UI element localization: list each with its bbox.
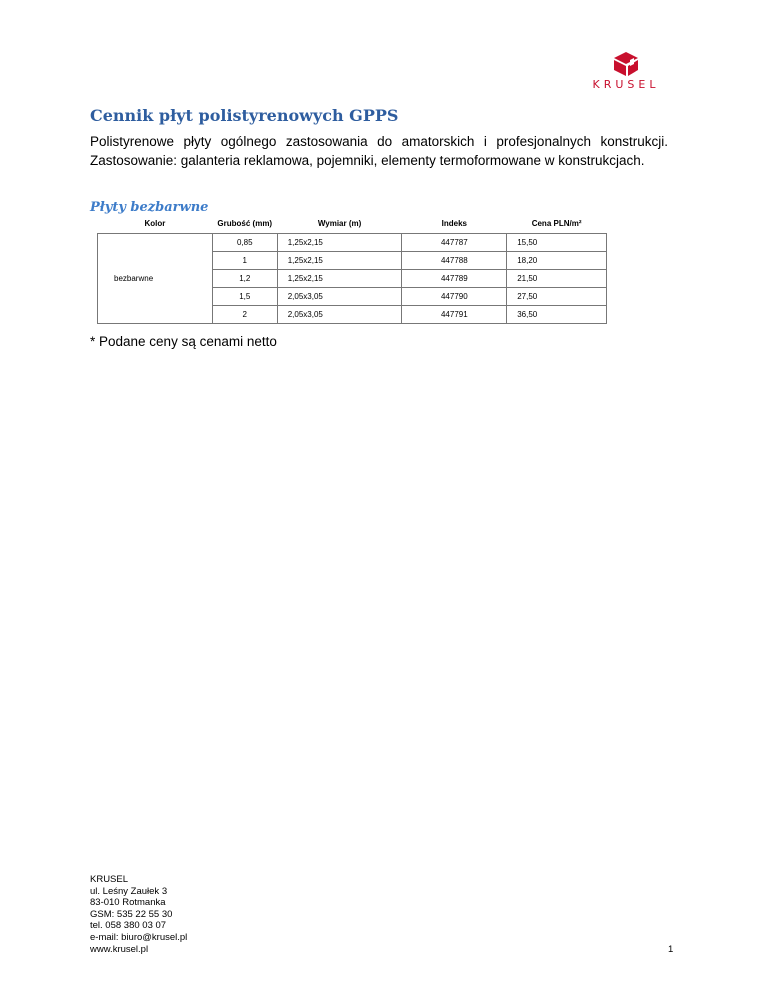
cell-grubosc: 0,85 bbox=[212, 234, 277, 252]
footer-company: KRUSEL bbox=[90, 874, 129, 885]
cell-wymiar: 1,25x2,15 bbox=[277, 270, 402, 288]
cell-indeks: 447789 bbox=[402, 270, 507, 288]
table-row bbox=[98, 234, 607, 252]
price-note: * Podane ceny są cenami netto bbox=[90, 334, 277, 349]
cell-cena: 18,20 bbox=[507, 252, 607, 270]
section-title: Płyty bezbarwne bbox=[90, 200, 209, 215]
cell-wymiar: 1,25x2,15 bbox=[277, 252, 402, 270]
cell-cena: 15,50 bbox=[507, 234, 607, 252]
footer-address bbox=[90, 874, 187, 955]
footer-city: 83-010 Rotmanka bbox=[90, 897, 166, 909]
cell-indeks: 447787 bbox=[402, 234, 507, 252]
cell-grubosc: 2 bbox=[212, 306, 277, 324]
footer-street: ul. Leśny Zaułek 3 bbox=[90, 885, 168, 897]
cell-wymiar: 2,05x3,05 bbox=[277, 306, 402, 324]
cell-indeks: 447790 bbox=[402, 288, 507, 306]
footer-tel: tel. 058 380 03 07 bbox=[90, 920, 167, 932]
page-title: Cennik płyt polistyrenowych GPPS bbox=[90, 106, 399, 125]
footer-email: e-mail: biuro@krusel.pl bbox=[90, 931, 188, 943]
cell-indeks: 447788 bbox=[402, 252, 507, 270]
cell-cena: 21,50 bbox=[507, 270, 607, 288]
header-cena: Cena PLN/m² bbox=[531, 218, 582, 228]
header-kolor: Kolor bbox=[144, 218, 166, 228]
cell-kolor: bezbarwne bbox=[98, 234, 213, 324]
page-number: 1 bbox=[668, 944, 674, 955]
krusel-logo-icon bbox=[574, 48, 678, 78]
cell-grubosc: 1 bbox=[212, 252, 277, 270]
cell-wymiar: 2,05x3,05 bbox=[277, 288, 402, 306]
header-wymiar: Wymiar (m) bbox=[317, 218, 362, 228]
cell-cena: 36,50 bbox=[507, 306, 607, 324]
cell-indeks: 447791 bbox=[402, 306, 507, 324]
footer-www: www.krusel.pl bbox=[90, 943, 149, 955]
cell-cena: 27,50 bbox=[507, 288, 607, 306]
cell-grubosc: 1,2 bbox=[212, 270, 277, 288]
footer-gsm: GSM: 535 22 55 30 bbox=[90, 908, 173, 920]
logo-text: KRUSEL bbox=[592, 78, 660, 91]
price-table bbox=[97, 213, 607, 324]
header-grubosc: Grubość (mm) bbox=[217, 218, 273, 228]
intro-paragraph: Polistyrenowe płyty ogólnego zastosowania do amatorskich i profesjonalnych konstrukcji. Zastosowanie: galanteria reklamowa, pojemniki, elementy termoformowane w konstrukcjach. bbox=[90, 134, 668, 168]
krusel-logo bbox=[574, 48, 678, 92]
cell-grubosc: 1,5 bbox=[212, 288, 277, 306]
table-header-row bbox=[98, 213, 607, 234]
header-indeks: Indeks bbox=[441, 218, 467, 228]
cell-wymiar: 1,25x2,15 bbox=[277, 234, 402, 252]
